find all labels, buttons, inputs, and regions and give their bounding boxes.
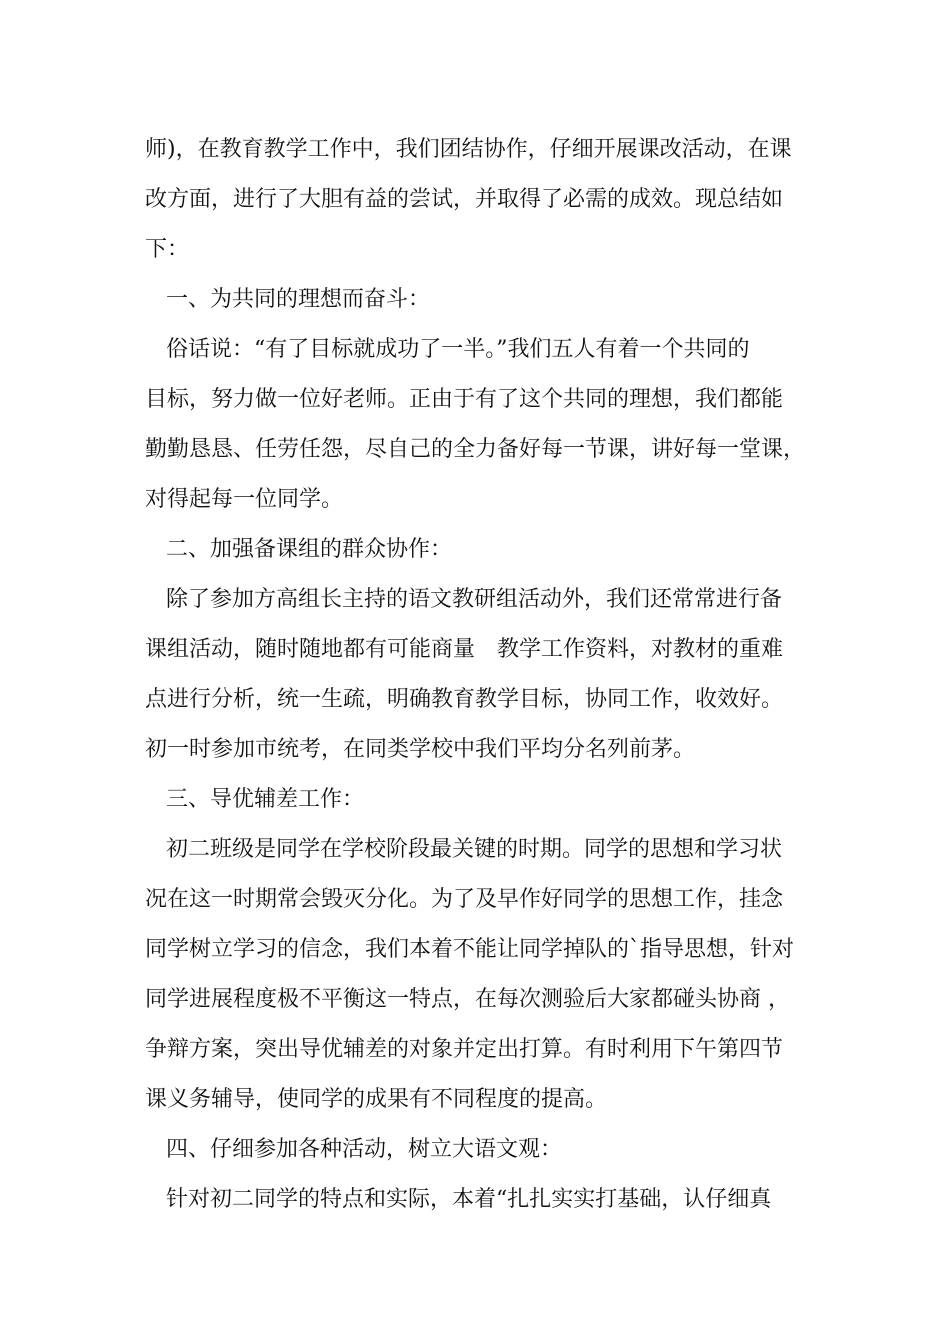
text-line: 对得起每一位同学。: [145, 487, 344, 512]
section-heading: 四、仔细参加各种活动，树立大语文观：: [166, 1137, 563, 1162]
text-line: 初一时参加市统考，在同类学校中我们平均分名列前茅。: [145, 737, 696, 762]
text-line: 改方面，进行了大胆有益的尝试，并取得了必需的成效。现总结如: [145, 187, 784, 212]
text-line: 课组活动，随时随地都有可能商量 教学工作资料，对教材的重难: [145, 637, 784, 662]
text-line: 师)，在教育教学工作中，我们团结协作，仔细开展课改活动，在课: [145, 137, 792, 162]
section-heading: 二、加强备课组的群众协作：: [166, 537, 453, 562]
text-line: 争辩方案，突出导优辅差的对象并定出打算。有时利用下午第四节: [145, 1037, 784, 1062]
text-line: 下：: [145, 237, 190, 262]
text-line: 勤勤恳恳、任劳任怨，尽自己的全力备好每一节课，讲好每一堂课，: [145, 437, 806, 462]
text-line: 况在这一时期常会毁灭分化。为了及早作好同学的思想工作，挂念: [145, 887, 784, 912]
text-line: 除了参加方高组长主持的语文教研组活动外，我们还常常进行备: [166, 587, 783, 612]
text-line: 课义务辅导，使同学的成果有不同程度的提高。: [145, 1087, 608, 1112]
section-heading: 一、为共同的理想而奋斗：: [166, 287, 431, 312]
text-line: 俗话说：“有了目标就成功了一半。”我们五人有着一个共同的: [166, 337, 750, 362]
text-line: 初二班级是同学在学校阶段最关键的时期。同学的思想和学习状: [166, 837, 783, 862]
text-line: 目标，努力做一位好老师。正由于有了这个共同的理想，我们都能: [145, 387, 784, 412]
text-line: 针对初二同学的特点和实际，本着“扎扎实实打基础，认仔细真: [166, 1187, 772, 1212]
section-heading: 三、导优辅差工作：: [166, 787, 365, 812]
text-line: 点进行分析，统一生疏，明确教育教学目标，协同工作，收效好。: [145, 687, 784, 712]
text-line: 同学树立学习的信念，我们本着不能让同学掉队的`指导思想，针对: [145, 937, 795, 962]
text-line: 同学进展程度极不平衡这一特点，在每次测验后大家都碰头协商 ，: [145, 987, 790, 1012]
